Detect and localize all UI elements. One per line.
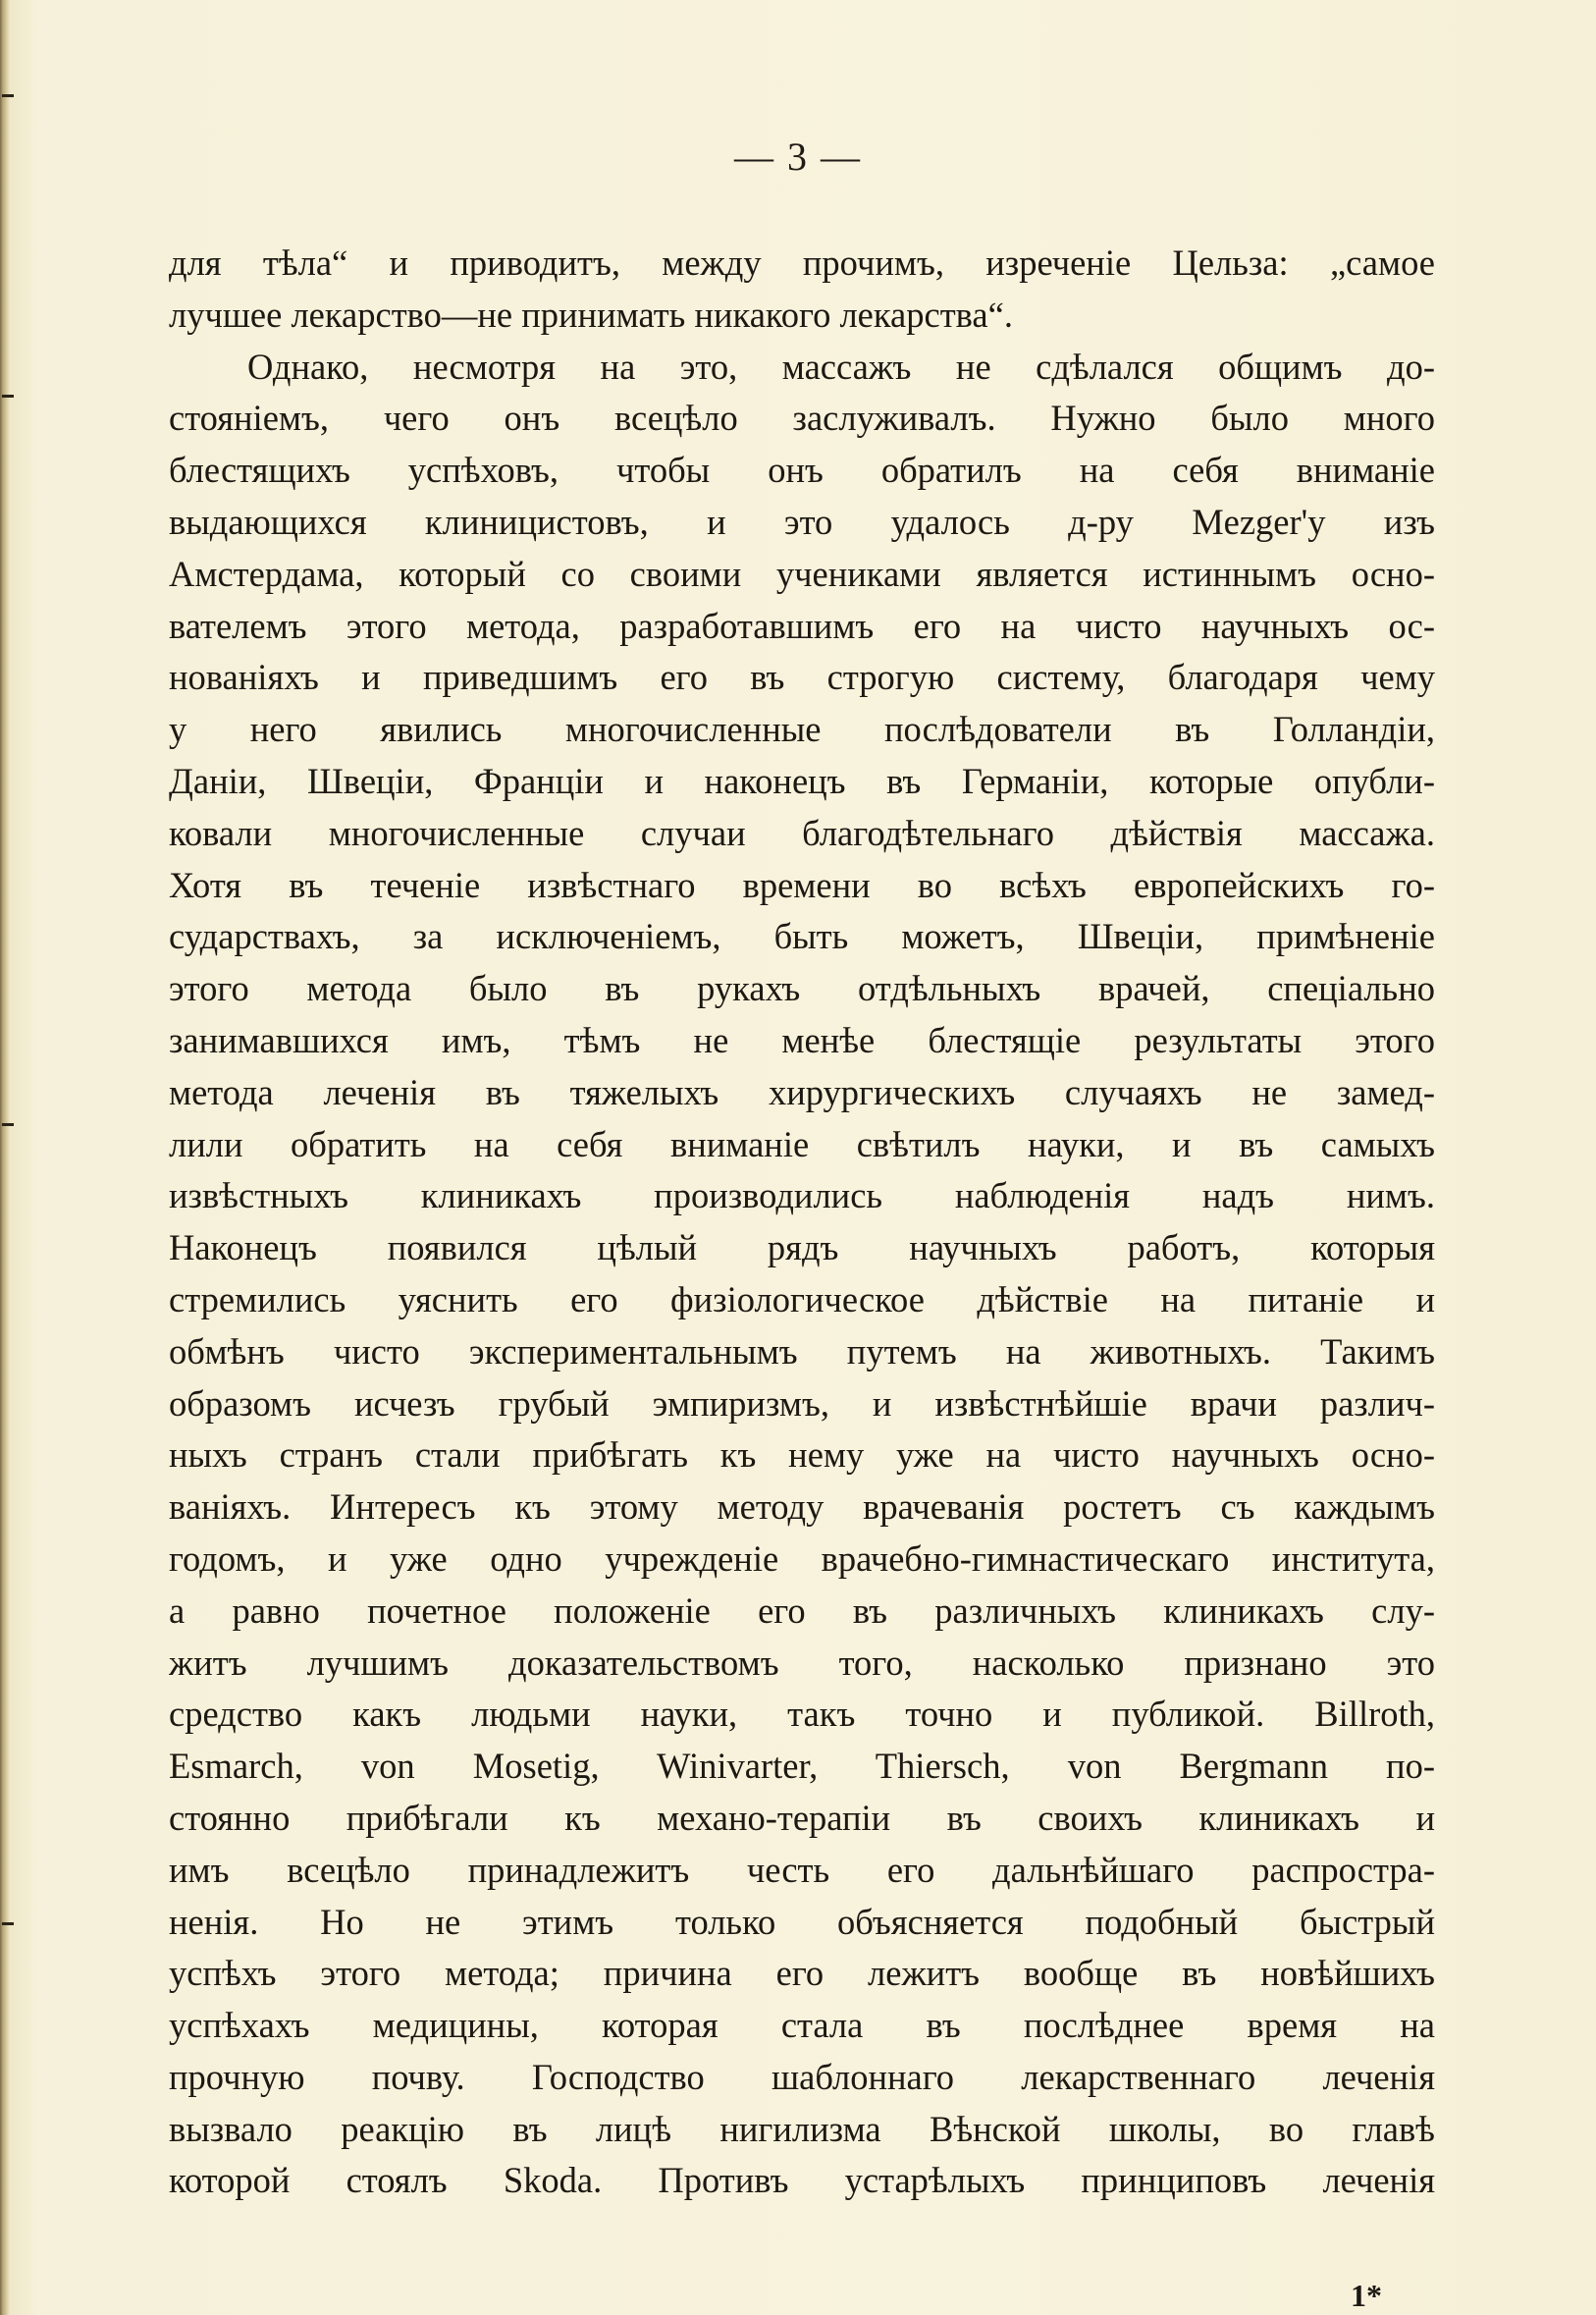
text-line: Наконецъ появился цѣлый рядъ научныхъ работъ, которыя xyxy=(169,1227,1435,1268)
text-line: ненія. Но не этимъ только объясняется подобный быстрый xyxy=(169,1901,1435,1942)
text-line: средство какъ людьми науки, такъ точно и публикой. Billroth, xyxy=(169,1694,1435,1735)
text-line: вателемъ этого метода, разработавшимъ его на чисто научныхъ ос- xyxy=(169,605,1435,646)
text-line: годомъ, и уже одно учрежденіе врачебно-гимнастическаго института, xyxy=(169,1537,1435,1579)
text-line: успѣхъ этого метода; причина его лежитъ вообще въ новѣйшихъ xyxy=(169,1953,1435,1994)
text-line: стоянно прибѣгали къ механо-терапіи въ своихъ клиникахъ и xyxy=(169,1797,1435,1838)
text-line: лили обратить на себя вниманіе свѣтилъ науки, и въ самыхъ xyxy=(169,1123,1435,1164)
text-line: Esmarch, von Mosetig, Winivarter, Thiersch, von Bergmann по- xyxy=(169,1746,1435,1787)
body-text xyxy=(169,238,1435,2207)
binding-mark xyxy=(2,1123,14,1126)
text-line: этого метода было въ рукахъ отдѣльныхъ врачей, спеціально xyxy=(169,968,1435,1009)
binding-mark xyxy=(2,94,14,97)
printer-signature-mark: 1* xyxy=(1351,2278,1382,2313)
text-line: образомъ исчезъ грубый эмпиризмъ, и извѣстнѣйшіе врачи различ- xyxy=(169,1382,1435,1424)
text-line: успѣхахъ медицины, которая стала въ послѣднее время на xyxy=(169,2005,1435,2046)
text-line: извѣстныхъ клиникахъ производились наблюденія надъ нимъ. xyxy=(169,1175,1435,1216)
text-line: прочную почву. Господство шаблоннаго лекарственнаго леченія xyxy=(169,2056,1435,2097)
text-line: у него явились многочисленные послѣдователи въ Голландіи, xyxy=(169,709,1435,750)
text-line: выдающихся клиницистовъ, и это удалось д-ру Mezger'у изъ xyxy=(169,501,1435,542)
binding-mark xyxy=(2,395,14,398)
text-line: Хотя въ теченіе извѣстнаго времени во всѣхъ европейскихъ го- xyxy=(169,864,1435,905)
text-line: ваніяхъ. Интересъ къ этому методу врачеванія ростетъ съ каждымъ xyxy=(169,1486,1435,1528)
text-line: обмѣнъ чисто экспериментальнымъ путемъ на животныхъ. Такимъ xyxy=(169,1330,1435,1372)
text-line: Даніи, Швеціи, Франціи и наконецъ въ Германіи, которые опубли- xyxy=(169,760,1435,801)
text-line: сударствахъ, за исключеніемъ, быть можетъ, Швеціи, примѣненіе xyxy=(169,916,1435,957)
text-line: нованіяхъ и приведшимъ его въ строгую систему, благодаря чему xyxy=(169,657,1435,698)
text-line: лучшее лекарство—не принимать никакого лекарства“. xyxy=(169,294,1013,335)
text-line: вызвало реакцію въ лицѣ нигилизма Вѣнской школы, во главѣ xyxy=(169,2108,1435,2149)
binding-mark xyxy=(2,1922,14,1925)
text-line: ковали многочисленные случаи благодѣтельнаго дѣйствія массажа. xyxy=(169,812,1435,853)
text-line: занимавшихся имъ, тѣмъ не менѣе блестящіе результаты этого xyxy=(169,1019,1435,1060)
text-line: житъ лучшимъ доказательствомъ того, насколько признано это xyxy=(169,1642,1435,1683)
page-number: — 3 — xyxy=(734,135,862,179)
text-line: имъ всецѣло принадлежитъ честь его дальнѣйшаго распростра- xyxy=(169,1849,1435,1890)
text-line: Однако, несмотря на это, массажъ не сдѣлался общимъ до- xyxy=(247,346,1435,387)
text-line: которой стоялъ Skoda. Противъ устарѣлыхъ принциповъ леченія xyxy=(169,2160,1435,2201)
text-line: для тѣла“ и приводитъ, между прочимъ, изреченіе Цельза: „самое xyxy=(169,242,1435,283)
page-binding-edge xyxy=(0,0,10,2315)
text-line: метода леченія въ тяжелыхъ хирургическихъ случаяхъ не замед- xyxy=(169,1071,1435,1112)
text-line: стояніемъ, чего онъ всецѣло заслуживалъ. Нужно было много xyxy=(169,398,1435,439)
text-line: стремились уяснить его физіологическое дѣйствіе на питаніе и xyxy=(169,1278,1435,1319)
text-line: ныхъ странъ стали прибѣгать къ нему уже на чисто научныхъ осно- xyxy=(169,1434,1435,1476)
text-line: блестящихъ успѣховъ, чтобы онъ обратилъ на себя вниманіе xyxy=(169,450,1435,491)
text-line: а равно почетное положеніе его въ различныхъ клиникахъ слу- xyxy=(169,1589,1435,1631)
text-line: Амстердама, который со своими учениками является истиннымъ осно- xyxy=(169,553,1435,594)
